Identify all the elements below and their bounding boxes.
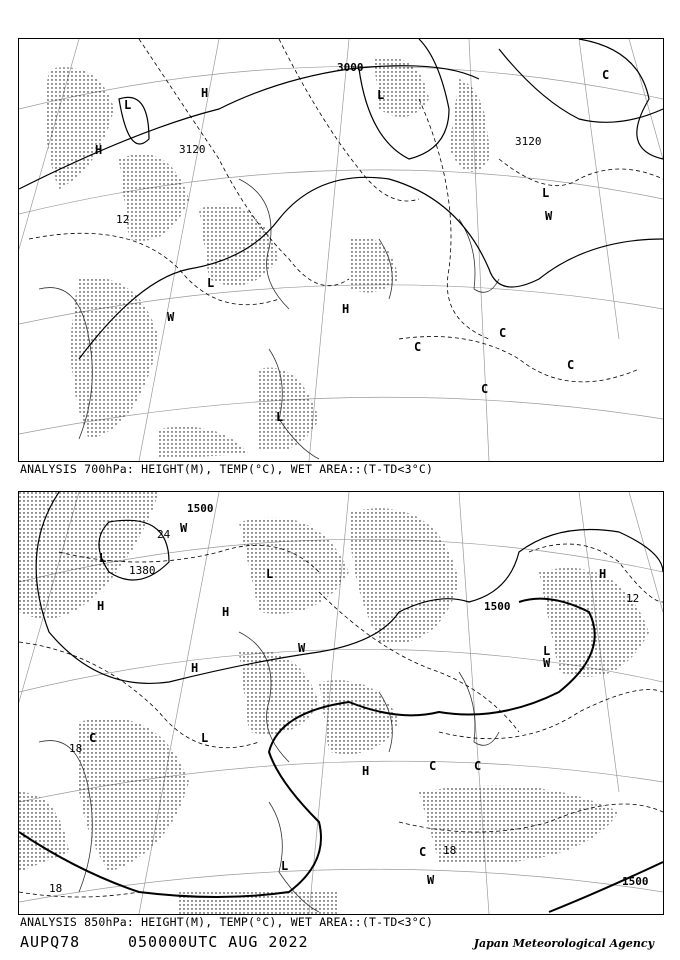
- system-symbol: C: [481, 382, 489, 396]
- system-symbol: L: [542, 186, 550, 200]
- contour-label: 3000: [337, 61, 364, 74]
- system-symbol: W: [180, 521, 188, 535]
- system-symbol: W: [167, 310, 175, 324]
- map-panel-700hpa: [18, 38, 664, 462]
- system-symbol: C: [419, 845, 427, 859]
- system-symbol: C: [414, 340, 422, 354]
- system-symbol: W: [298, 641, 306, 655]
- wet-area: [319, 680, 399, 754]
- caption-850hpa: ANALYSIS 850hPa: HEIGHT(M), TEMP(°C), WET AREA::(T-TD<3°C): [20, 915, 434, 929]
- system-symbol: L: [276, 410, 284, 424]
- wet-area: [349, 508, 459, 643]
- system-symbol: H: [95, 143, 103, 157]
- caption-700hpa: ANALYSIS 700hPa: HEIGHT(M), TEMP(°C), WET AREA::(T-TD<3°C): [20, 462, 434, 476]
- wet-area: [259, 368, 319, 451]
- system-symbol: C: [89, 731, 97, 745]
- contour-label: 12: [116, 213, 130, 226]
- system-symbol: L: [99, 551, 107, 565]
- weather-map-850hpa: [19, 492, 663, 914]
- system-symbol: W: [545, 209, 553, 223]
- system-symbol: L: [281, 859, 289, 873]
- valid-time: 050000UTC AUG 2022: [128, 933, 309, 951]
- system-symbol: H: [599, 567, 607, 581]
- system-symbol: L: [266, 567, 274, 581]
- contour-label: 24: [157, 528, 171, 541]
- contour-label: 18: [69, 742, 83, 755]
- system-symbol: C: [499, 326, 507, 340]
- wet-areas: [46, 57, 489, 459]
- wet-areas: [19, 492, 649, 914]
- system-symbol: C: [567, 358, 575, 372]
- wet-area: [159, 427, 249, 459]
- system-symbol: L: [207, 276, 215, 290]
- system-symbol: C: [474, 759, 482, 773]
- map-panel-850hpa: [18, 491, 664, 915]
- system-symbol: L: [543, 644, 551, 658]
- contour-label: 1500: [484, 600, 511, 613]
- contour-label: 1500: [187, 502, 214, 515]
- contour-label: 3120: [179, 143, 206, 156]
- system-symbol: H: [97, 599, 105, 613]
- wet-area: [119, 154, 189, 241]
- system-symbol: W: [543, 656, 551, 670]
- system-symbol: H: [222, 605, 230, 619]
- system-symbol: H: [342, 302, 350, 316]
- system-symbol: H: [201, 86, 209, 100]
- agency-name: Japan Meteorological Agency: [473, 937, 654, 950]
- contour-label: 18: [443, 844, 457, 857]
- contour-label: 1500: [622, 875, 649, 888]
- contour-label: 12: [626, 592, 640, 605]
- wet-area: [19, 792, 69, 872]
- wet-area: [349, 237, 399, 292]
- system-symbol: C: [429, 759, 437, 773]
- contour-label: 18: [49, 882, 63, 895]
- wet-area: [239, 518, 349, 614]
- system-symbol: C: [602, 68, 610, 82]
- wet-area: [449, 79, 489, 172]
- contour-label: 1380: [129, 564, 156, 577]
- wet-area: [199, 205, 279, 286]
- system-symbol: L: [377, 88, 385, 102]
- system-symbol: L: [124, 98, 132, 112]
- system-symbol: H: [362, 764, 370, 778]
- system-symbol: L: [201, 731, 209, 745]
- weather-map-700hpa: [19, 39, 663, 461]
- system-symbol: H: [191, 661, 199, 675]
- contour-label: 3120: [515, 135, 542, 148]
- system-symbol: W: [427, 873, 435, 887]
- product-code: AUPQ78: [20, 933, 81, 951]
